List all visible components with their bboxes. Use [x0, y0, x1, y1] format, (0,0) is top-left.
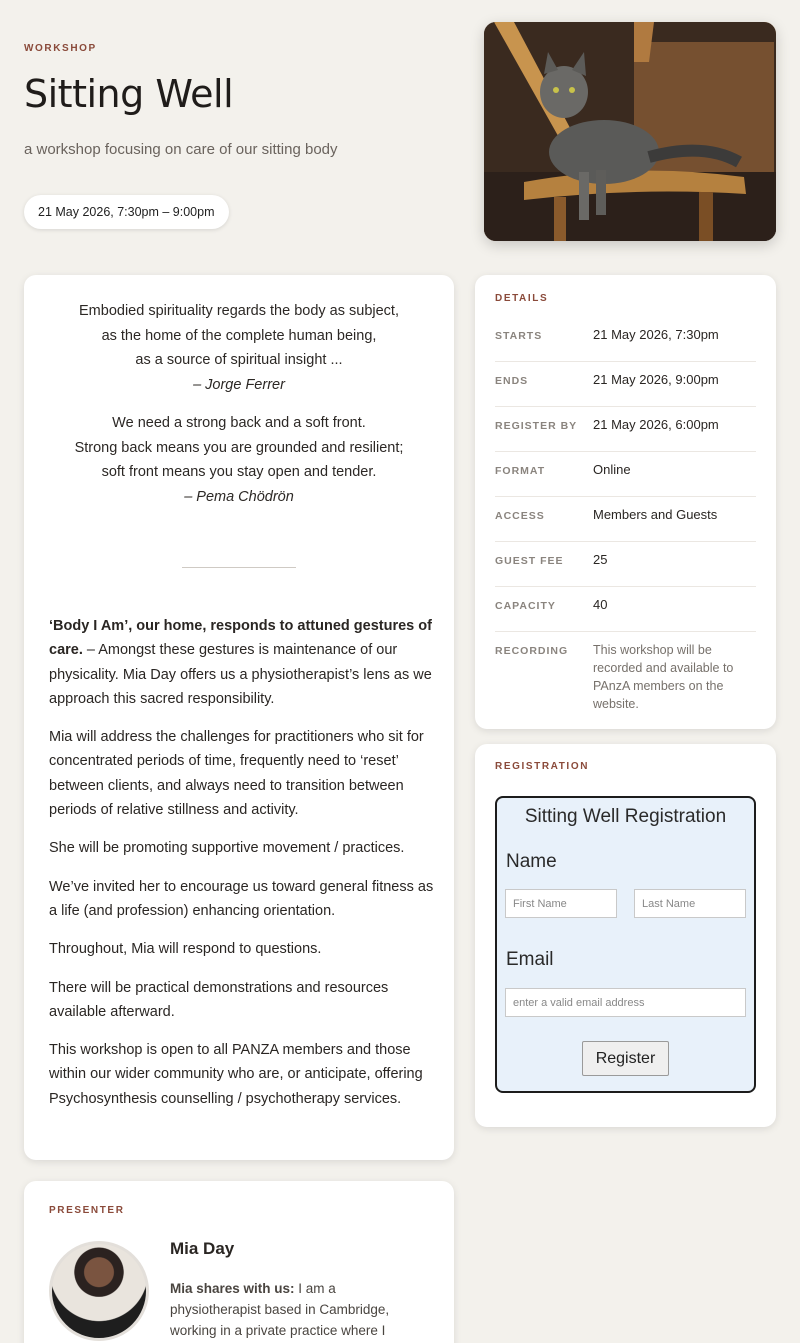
- detail-value: 40: [593, 597, 608, 612]
- detail-key: ACCESS: [495, 510, 545, 522]
- email-input[interactable]: [505, 988, 746, 1017]
- description-body: [49, 614, 434, 1125]
- quote-line: soft front means you stay open and tender.: [101, 464, 377, 480]
- date-badge: 21 May 2026, 7:30pm – 9:00pm: [24, 195, 229, 229]
- registration-card: [475, 744, 776, 1127]
- paragraph: This workshop is open to all PANZA members and those within our wider community who are, or anticipate, offering Psychosynthesis counselling / psychotherapy services.: [49, 1042, 423, 1107]
- detail-value: 21 May 2026, 7:30pm: [593, 327, 719, 342]
- detail-row-guest-fee: [495, 542, 756, 587]
- quote-chodron: [24, 411, 454, 509]
- details-card: [475, 275, 776, 729]
- email-label: Email: [506, 949, 554, 970]
- quote-line: as the home of the complete human being,: [101, 327, 377, 344]
- presenter-bio: [170, 1278, 410, 1341]
- registration-form: [495, 796, 756, 1093]
- detail-row-register-by: [495, 407, 756, 452]
- event-type-label: WORKSHOP: [24, 43, 97, 54]
- hero: [24, 0, 464, 250]
- paragraph-lead: ‘Body I Am’, our home, responds to attuned gestures of care.: [49, 618, 432, 659]
- first-name-input[interactable]: [505, 889, 617, 918]
- section-divider: [182, 567, 296, 568]
- paragraph: We’ve invited her to encourage us toward general fitness as a life (and profession) enhancing orientation.: [49, 878, 434, 919]
- paragraph: Mia will address the challenges for practitioners who sit for concentrated periods of time, frequently need to ‘reset’ between clients, and always need to transition between periods of relative stillness and activity.: [49, 729, 424, 819]
- paragraph: There will be practical demonstrations and resources available afterward.: [49, 979, 389, 1020]
- detail-row-capacity: [495, 587, 756, 632]
- quote-line: Strong back means you are grounded and resilient;: [74, 439, 404, 456]
- paragraph: Throughout, Mia will respond to questions.: [49, 941, 322, 958]
- detail-row-recording: [495, 632, 756, 713]
- description-card: [24, 275, 454, 1160]
- detail-key: FORMAT: [495, 465, 546, 477]
- quote-author: – Jorge Ferrer: [193, 376, 285, 393]
- detail-value: 25: [593, 552, 608, 567]
- hero-image-cat-on-chair: [484, 22, 776, 241]
- detail-row-access: [495, 497, 756, 542]
- detail-row-format: [495, 452, 756, 497]
- paragraph: She will be promoting supportive movement / practices.: [49, 840, 405, 857]
- detail-key: ENDS: [495, 375, 529, 387]
- last-name-input[interactable]: [634, 889, 746, 918]
- register-button[interactable]: Register: [582, 1041, 669, 1076]
- bio-text: I am a physiotherapist based in Cambridge, working in a private practice where I: [170, 1281, 390, 1338]
- quote-line: We need a strong back and a soft front.: [112, 415, 366, 431]
- cat-chair-illustration: [484, 22, 776, 241]
- presenter-name: Mia Day: [170, 1239, 235, 1258]
- detail-row-starts: [495, 317, 756, 362]
- page-title: Sitting Well: [24, 72, 234, 116]
- detail-row-ends: [495, 362, 756, 407]
- name-label: Name: [506, 851, 557, 872]
- quote-line: as a source of spiritual insight ...: [135, 352, 343, 368]
- form-title: Sitting Well Registration: [524, 806, 727, 827]
- detail-value: This workshop will be recorded and available to PAnzA members on the website.: [593, 643, 734, 711]
- page-subtitle: a workshop focusing on care of our sitting body: [24, 141, 338, 158]
- quote-author: – Pema Chödrön: [184, 488, 294, 505]
- avatar: [49, 1241, 149, 1341]
- paragraph: [49, 614, 434, 711]
- quote-ferrer: [24, 299, 454, 397]
- presenter-section-label: PRESENTER: [49, 1205, 125, 1216]
- detail-value: Online: [593, 462, 631, 477]
- detail-key: CAPACITY: [495, 600, 556, 612]
- paragraph-text: – Amongst these gestures is maintenance of our physicality. Mia Day offers us a physiotherapist’s lens as we approach this sacred responsibility.: [49, 642, 432, 707]
- detail-key: GUEST FEE: [495, 555, 564, 567]
- presenter-card: [24, 1181, 454, 1343]
- quote-line: Embodied spirituality regards the body as subject,: [79, 303, 399, 319]
- registration-section-label: REGISTRATION: [495, 761, 590, 772]
- detail-value: 21 May 2026, 9:00pm: [593, 372, 719, 387]
- details-section-label: DETAILS: [495, 293, 549, 304]
- detail-value: Members and Guests: [593, 507, 718, 522]
- details-list: [495, 317, 756, 713]
- bio-lead: Mia shares with us:: [170, 1281, 295, 1296]
- detail-key: STARTS: [495, 330, 543, 342]
- detail-key: REGISTER BY: [495, 420, 578, 432]
- detail-value: 21 May 2026, 6:00pm: [593, 417, 719, 432]
- detail-key: RECORDING: [495, 645, 569, 657]
